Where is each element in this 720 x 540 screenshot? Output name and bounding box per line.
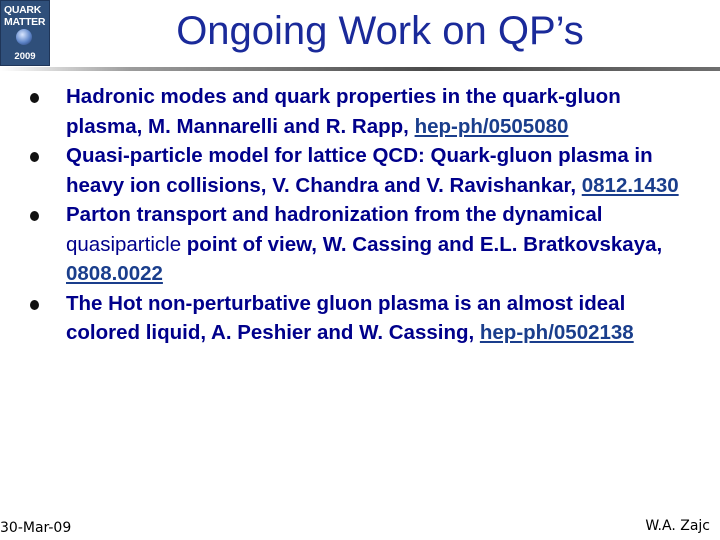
conference-logo [0,0,50,66]
bullet-icon [30,211,39,221]
bullet-icon [30,152,39,162]
reference-text-plain: quasiparticle [66,232,182,256]
reference-link[interactable]: hep-ph/0505080 [414,114,569,138]
footer-date: 30-Mar-09 [0,520,72,536]
reference-text: Hadronic modes and quark properties in the quark-gluon plasma, M. Mannarelli and R. Rapp, [66,85,621,138]
logo-year: 2009 [14,51,36,62]
reference-link[interactable]: 0812.1430 [581,173,679,197]
reference-list [30,82,690,348]
list-item [30,141,690,200]
reference-link[interactable]: 0808.0022 [66,262,163,285]
logo-line-1: QUARK [4,4,41,16]
reference-text: Quasi-particle model for lattice QCD: Quark-gluon plasma in heavy ion collisions, V. Chandra and V. Ravishankar, [66,144,653,197]
title-divider [0,67,720,71]
footer-author: W.A. Zajc [645,518,710,534]
globe-icon [16,29,32,45]
list-item [30,289,690,348]
reference-text: point of view, W. Cassing and E.L. Bratkovskaya, [181,232,663,256]
reference-text: The Hot non-perturbative gluon plasma is an almost ideal colored liquid, A. Peshier and W. Cassing, [66,291,626,344]
logo-line-2: MATTER [4,16,46,28]
bullet-icon [30,93,39,103]
bullet-icon [30,300,39,310]
list-item [30,82,690,141]
slide-title: Ongoing Work on QP’s [176,9,584,53]
list-item [30,200,690,289]
reference-text: Parton transport and hadronization from the dynamical [66,203,603,226]
reference-link[interactable]: hep-ph/0502138 [479,321,634,344]
